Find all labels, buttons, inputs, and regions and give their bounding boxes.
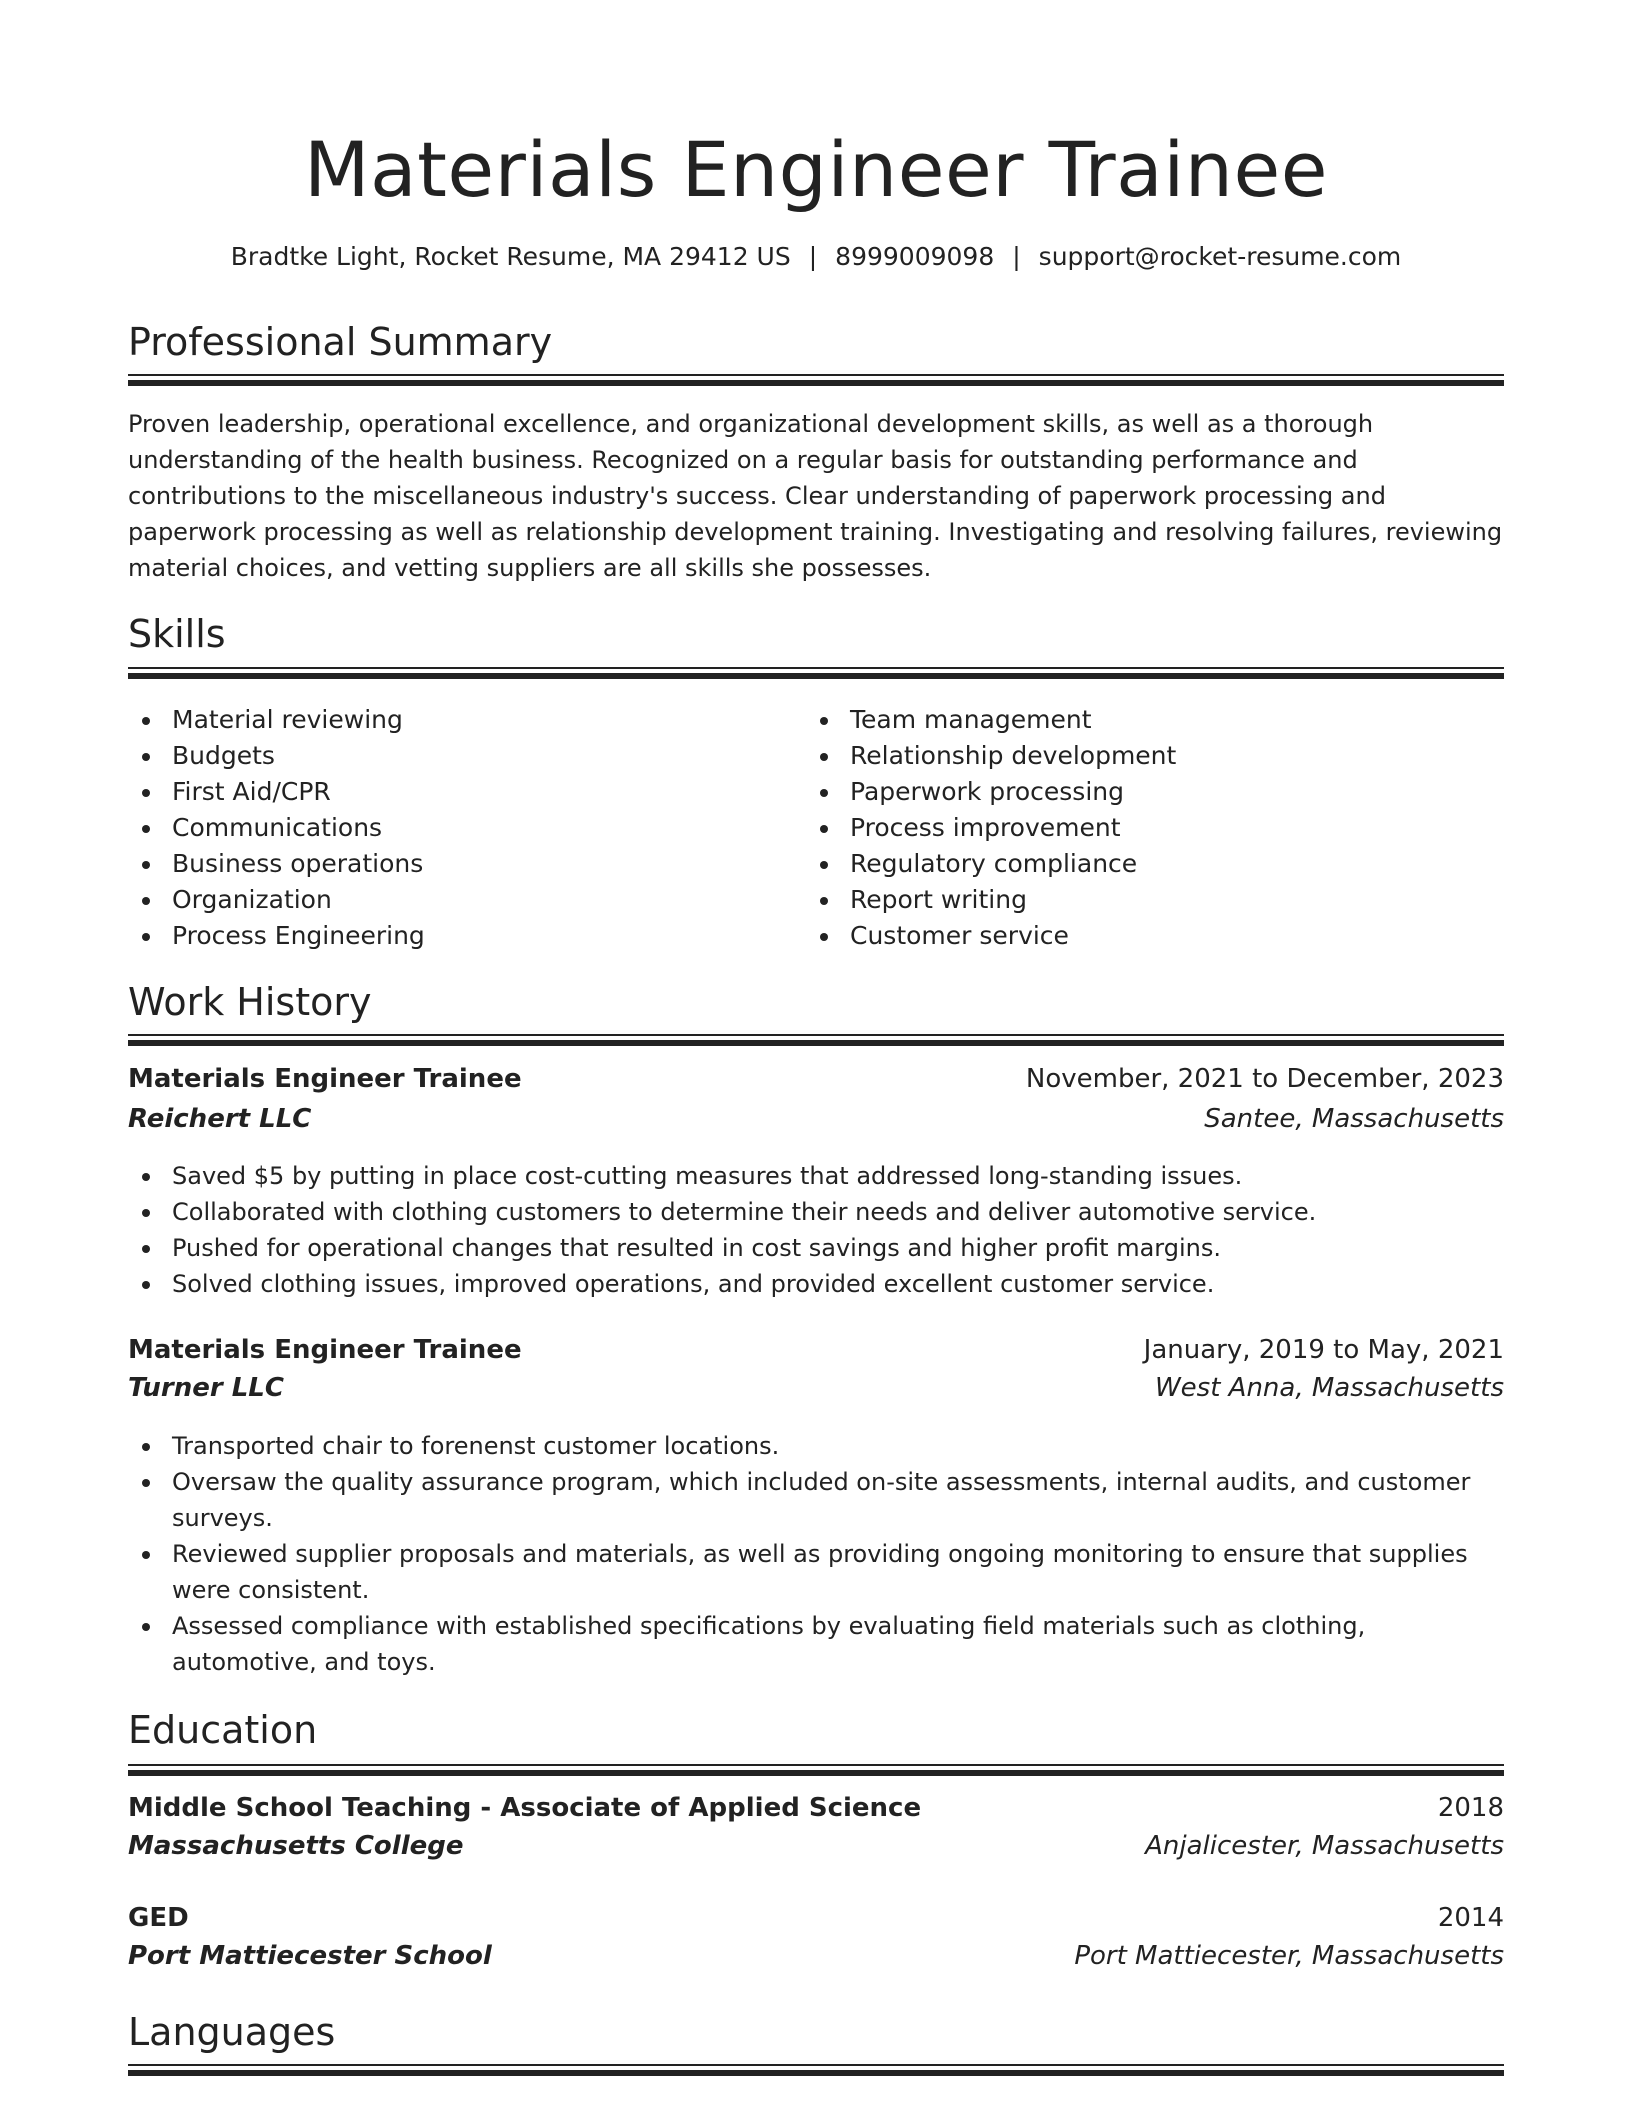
- education-degree: GED: [128, 1903, 189, 1933]
- skill-item: Communications: [128, 810, 788, 846]
- job-bullets: [128, 1158, 1504, 1302]
- section-divider: [128, 1764, 1504, 1776]
- job-bullet: Reviewed supplier proposals and materials, as well as providing ongoing monitoring to ensure that supplies were consistent.: [128, 1536, 1504, 1608]
- job-dates: January, 2019 to May, 2021: [1143, 1335, 1504, 1365]
- skill-item: Process Engineering: [128, 918, 788, 954]
- job-company: Turner LLC: [128, 1373, 284, 1403]
- job-bullet: Pushed for operational changes that resulted in cost savings and higher profit margins.: [128, 1230, 1504, 1266]
- section-divider: [128, 667, 1504, 679]
- skill-item: Process improvement: [806, 810, 1466, 846]
- skill-item: Team management: [806, 702, 1466, 738]
- skill-item: Material reviewing: [128, 702, 788, 738]
- skill-item: Organization: [128, 882, 788, 918]
- work-heading: Work History: [128, 980, 372, 1024]
- section-divider: [128, 1034, 1504, 1046]
- skills-list-right: [806, 702, 1466, 954]
- summary-text: Proven leadership, operational excellence, and organizational development skills, as well as a thorough understanding of the health business. Recognized on a regular basis for outstanding performance and contributions to the miscellaneous industry's success. Clear understanding of paperwork processing and paperwork processing as well as relationship development training. Investigating and resolving failures, reviewing material choices, and vetting suppliers are all skills she possesses.: [128, 410, 1503, 582]
- job-title: Materials Engineer Trainee: [128, 1335, 522, 1365]
- job-bullet: Saved $5 by putting in place cost-cutting measures that addressed long-standing issues.: [128, 1158, 1504, 1194]
- skill-item: Paperwork processing: [806, 774, 1466, 810]
- skills-heading: Skills: [128, 612, 226, 656]
- job-location: Santee, Massachusetts: [1204, 1104, 1504, 1134]
- job-location: West Anna, Massachusetts: [1154, 1373, 1504, 1403]
- job-bullet: Oversaw the quality assurance program, which included on-site assessments, internal audits, and customer surveys.: [128, 1464, 1504, 1536]
- languages-heading: Languages: [128, 2010, 336, 2054]
- skill-item: Regulatory compliance: [806, 846, 1466, 882]
- education-location: Anjalicester, Massachusetts: [1145, 1831, 1504, 1861]
- job-subheader: [128, 1100, 1504, 1138]
- skills-list-left: [128, 702, 788, 954]
- job-bullet: Solved clothing issues, improved operations, and provided excellent customer service.: [128, 1266, 1504, 1302]
- resume-title: Materials Engineer Trainee: [303, 125, 1328, 214]
- contact-email[interactable]: support@rocket-resume.com: [1038, 242, 1402, 271]
- contact-address: Bradtke Light, Rocket Resume, MA 29412 US: [230, 242, 791, 271]
- job-dates: November, 2021 to December, 2023: [1025, 1064, 1504, 1094]
- section-divider: [128, 2064, 1504, 2076]
- job-title: Materials Engineer Trainee: [128, 1064, 522, 1094]
- education-subheader: [128, 1827, 1504, 1865]
- job-subheader: [128, 1369, 1504, 1407]
- education-degree: Middle School Teaching - Associate of Applied Science: [128, 1793, 922, 1823]
- skill-item: Customer service: [806, 918, 1466, 954]
- education-header: [128, 1899, 1504, 1937]
- education-school: Massachusetts College: [128, 1831, 464, 1861]
- contact-line: [0, 239, 1632, 275]
- education-year: 2018: [1437, 1793, 1504, 1823]
- skill-item: Business operations: [128, 846, 788, 882]
- summary-heading: Professional Summary: [128, 320, 553, 364]
- education-location: Port Mattiecester, Massachusetts: [1074, 1941, 1504, 1971]
- job-bullet: Transported chair to forenenst customer locations.: [128, 1428, 1504, 1464]
- contact-separator: |: [808, 242, 818, 271]
- job-company: Reichert LLC: [128, 1104, 312, 1134]
- skill-item: Budgets: [128, 738, 788, 774]
- education-heading: Education: [128, 1708, 318, 1752]
- skill-item: First Aid/CPR: [128, 774, 788, 810]
- education-school: Port Mattiecester School: [128, 1941, 492, 1971]
- job-header: [128, 1331, 1504, 1369]
- job-bullets: [128, 1428, 1504, 1680]
- skill-item: Report writing: [806, 882, 1466, 918]
- section-divider: [128, 374, 1504, 386]
- job-bullet: Assessed compliance with established specifications by evaluating field materials such as clothing, automotive, and toys.: [128, 1608, 1504, 1680]
- job-header: [128, 1060, 1504, 1098]
- contact-phone: 8999009098: [835, 242, 995, 271]
- contact-separator: |: [1012, 242, 1021, 271]
- education-year: 2014: [1437, 1903, 1504, 1933]
- education-header: [128, 1789, 1504, 1827]
- skill-item: Relationship development: [806, 738, 1466, 774]
- education-subheader: [128, 1937, 1504, 1975]
- job-bullet: Collaborated with clothing customers to determine their needs and deliver automotive service.: [128, 1194, 1504, 1230]
